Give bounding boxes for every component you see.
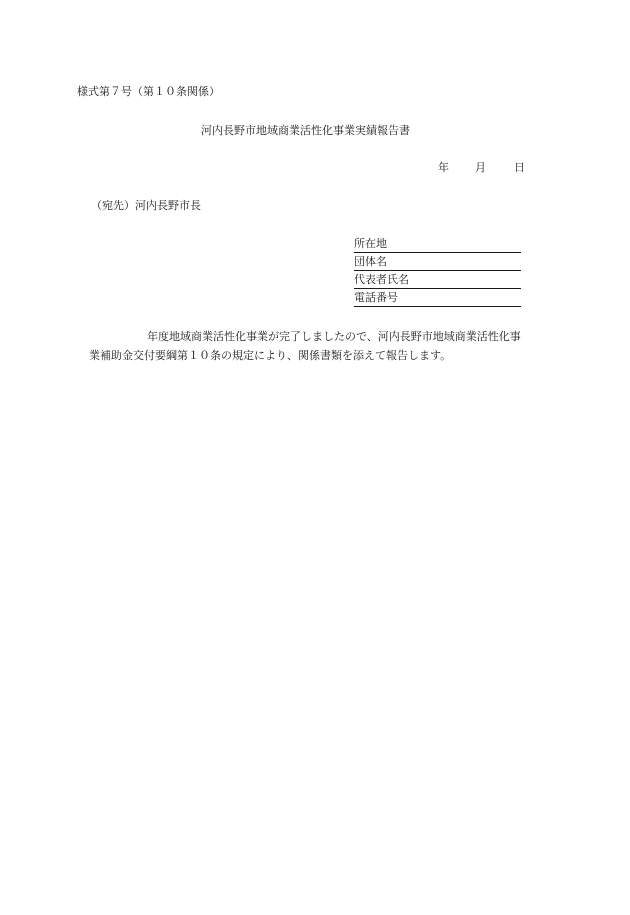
body-text-line-2: 業補助金交付要綱第１０条の規定により、関係書類を添えて報告します。 [89, 349, 452, 362]
field-address[interactable] [354, 236, 521, 253]
date-day-label: 日 [514, 161, 525, 174]
form-number: 様式第７号（第１０条関係） [77, 85, 220, 98]
field-phone-number[interactable] [354, 290, 521, 307]
applicant-fields [354, 236, 521, 308]
field-organization-name[interactable] [354, 254, 521, 271]
addressee: （宛先）河内長野市長 [91, 199, 201, 212]
field-representative-name-label: 代表者氏名 [354, 273, 409, 286]
date-line [438, 161, 525, 175]
field-organization-name-label: 団体名 [354, 255, 387, 268]
date-month-label: 月 [475, 161, 486, 174]
document-title: 河内長野市地域商業活性化事業実績報告書 [201, 124, 410, 137]
date-year-label: 年 [438, 161, 449, 174]
body-text-line-1: 年度地域商業活性化事業が完了しましたので、河内長野市地域商業活性化事 [147, 330, 521, 343]
field-phone-number-label: 電話番号 [354, 291, 398, 304]
field-representative-name[interactable] [354, 272, 521, 289]
field-address-label: 所在地 [354, 237, 387, 250]
